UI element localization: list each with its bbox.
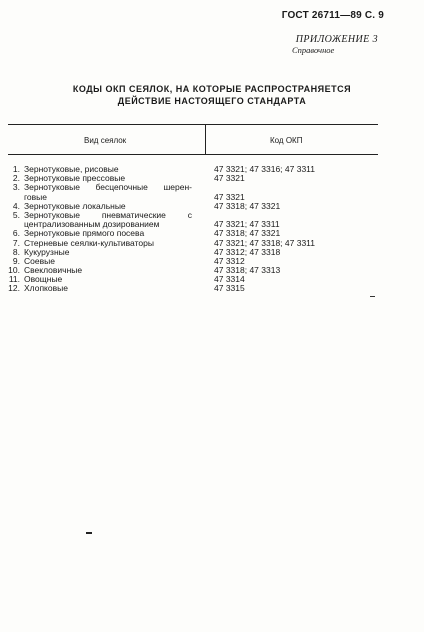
okp-code [214, 174, 245, 183]
table-row [0, 183, 424, 201]
okp-code [214, 284, 245, 293]
okp-code-line: 47 3312; 47 3318 [214, 246, 281, 257]
seeder-type-line: говые [24, 191, 47, 202]
table-top-rule [8, 124, 378, 125]
okp-code-line: 47 3321 [214, 191, 245, 202]
document-header: ГОСТ 26711—89 С. 9 [281, 10, 384, 21]
okp-code-line: 47 3315 [214, 283, 245, 294]
seeder-type-line: Хлопковые [24, 283, 68, 294]
okp-code-line: 47 3321 [214, 173, 245, 184]
row-number: 3. [12, 182, 20, 193]
okp-code-line: 47 3314 [214, 274, 245, 285]
seeder-type-line: Зернотуковые прямого посева [24, 228, 145, 239]
row-number: 8. [12, 246, 20, 257]
table-row [0, 248, 424, 257]
okp-code-line: 47 3312 [214, 255, 245, 266]
header-column-divider [205, 124, 206, 154]
appendix-label: ПРИЛОЖЕНИЕ 3 [295, 34, 378, 45]
column-header-code: Код ОКП [270, 136, 303, 145]
page-title [24, 83, 400, 107]
seeder-type-line: Стерневые сеялки-культиваторы [24, 237, 154, 248]
seeder-type-line: Зернотуковые пневматические с [24, 209, 192, 220]
okp-code [214, 202, 280, 211]
table-row [0, 284, 424, 293]
row-number: 2. [12, 173, 20, 184]
row-number: 5. [12, 209, 20, 220]
okp-code-line: 47 3321; 47 3316; 47 3311 [214, 164, 315, 174]
okp-code-line: 47 3318; 47 3313 [214, 265, 281, 276]
seeder-type-line: Свекловичные [24, 265, 83, 276]
seeder-type-line: Зернотуковые бесцепочные шерен- [24, 182, 192, 193]
table-body [0, 165, 424, 294]
seeder-type [24, 211, 192, 229]
seeder-type-line: Зернотуковые локальные [24, 200, 126, 211]
print-speck [370, 296, 375, 297]
row-number: 12. [8, 283, 20, 294]
seeder-type-line: Кукурузные [24, 246, 70, 257]
seeder-type [24, 183, 192, 201]
table-row [0, 211, 424, 229]
row-number: 1. [12, 164, 20, 174]
row-number: 11. [8, 274, 20, 285]
okp-code-line: 47 3318; 47 3321 [214, 228, 281, 239]
okp-code [214, 211, 280, 229]
seeder-type [24, 284, 192, 293]
column-header-type: Вид сеялок [84, 136, 127, 145]
title-line-2: ДЕЙСТВИЕ НАСТОЯЩЕГО СТАНДАРТА [117, 96, 307, 106]
row-number: 9. [12, 255, 20, 266]
row-number: 4. [12, 200, 20, 211]
okp-code-line: 47 3321; 47 3318; 47 3311 [214, 237, 315, 248]
table-header-rule [8, 154, 378, 155]
seeder-type-line: централизованным дозированием [24, 219, 160, 230]
appendix-type: Справочное [292, 45, 335, 55]
seeder-type-line: Соевые [24, 255, 55, 266]
okp-code-line: 47 3318; 47 3321 [214, 200, 281, 211]
title-line-1: КОДЫ ОКП СЕЯЛОК, НА КОТОРЫЕ РАСПРОСТРАНЯЕТСЯ [72, 84, 352, 94]
seeder-type-line: Зернотуковые прессовые [24, 173, 126, 184]
okp-code-line: 47 3321; 47 3311 [214, 219, 280, 230]
print-dash [86, 532, 92, 534]
table-row [0, 266, 424, 275]
seeder-type-line: Овощные [24, 274, 63, 285]
seeder-type-line: Зернотуковые, рисовые [24, 164, 119, 174]
okp-code [214, 183, 245, 201]
row-number: 10. [8, 265, 20, 276]
row-number: 7. [12, 237, 20, 248]
row-number: 6. [12, 228, 20, 239]
